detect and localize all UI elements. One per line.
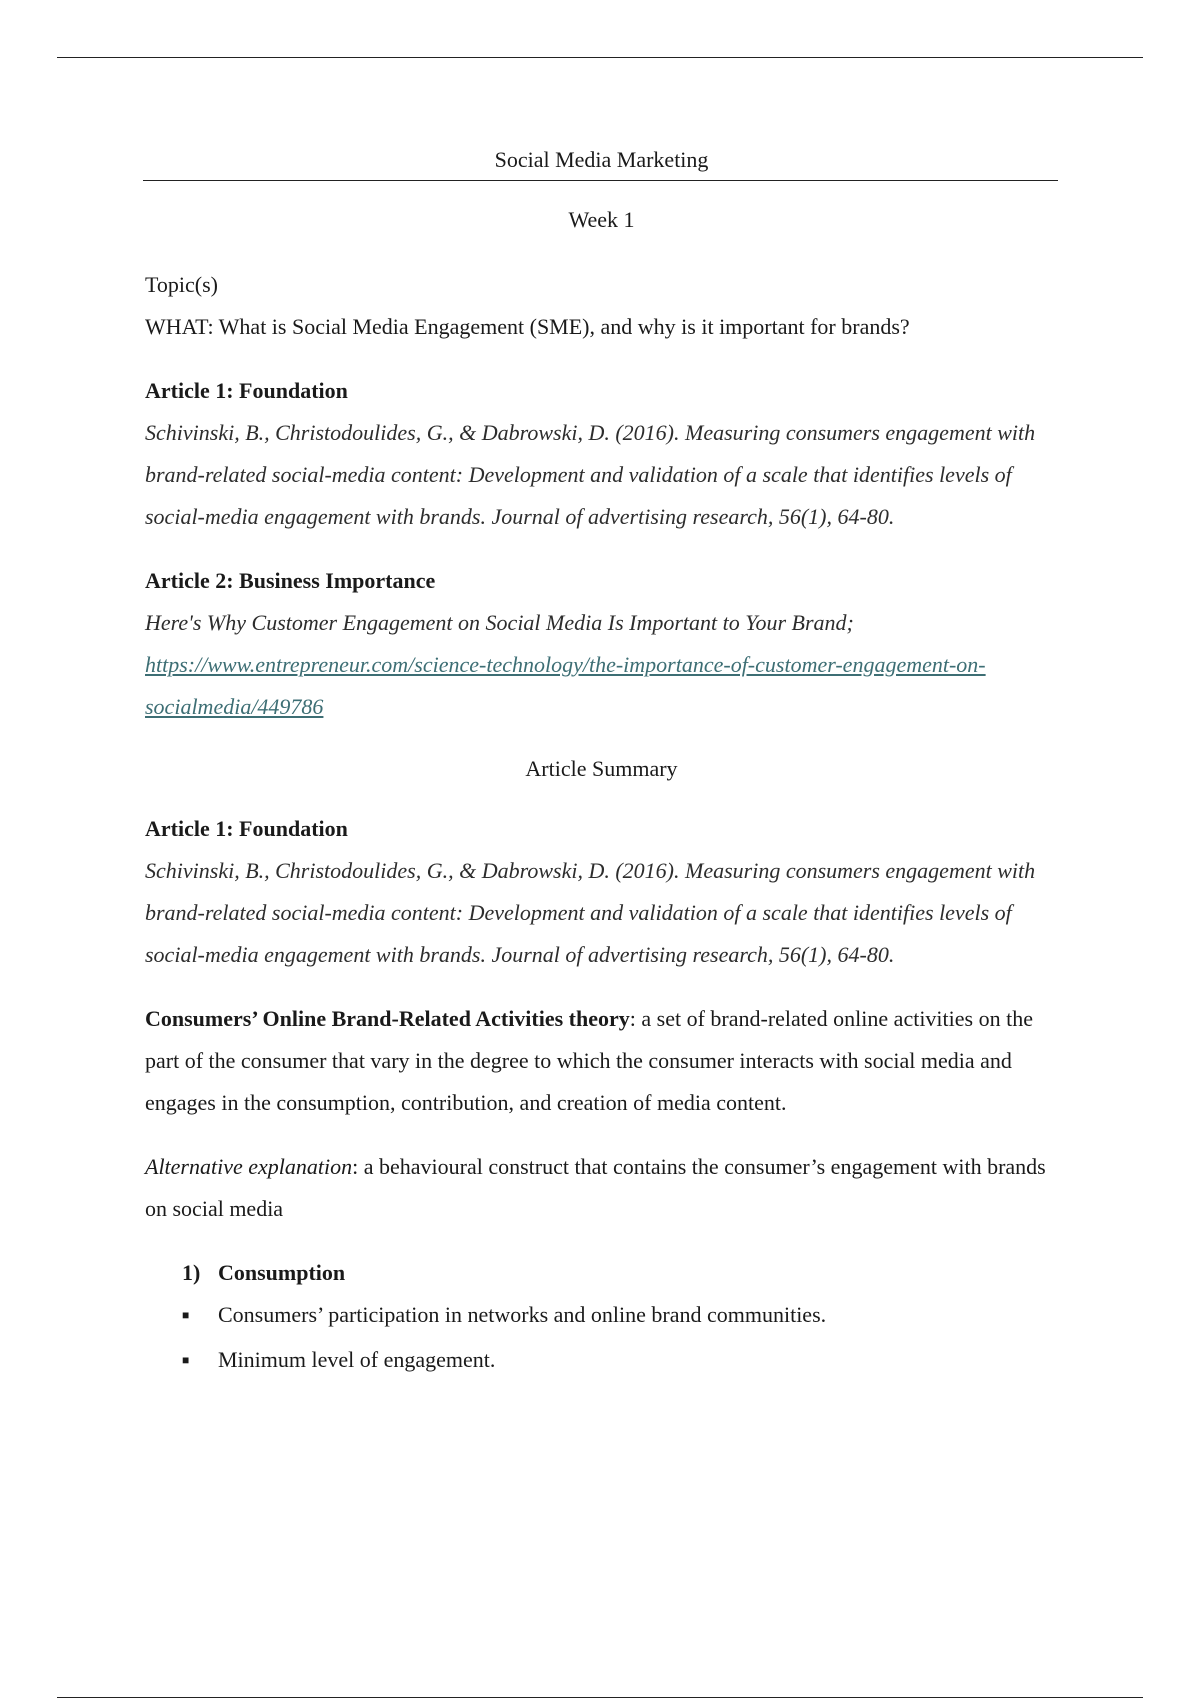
alternative-term: Alternative explanation [145, 1154, 353, 1179]
summary-article1-heading: Article 1: Foundation [145, 816, 348, 841]
alternative-paragraph [145, 1146, 1058, 1230]
list-heading [182, 1252, 1058, 1294]
topics-label: Topic(s) [145, 272, 218, 297]
theory-term: Consumers’ Online Brand-Related Activities theory [145, 1006, 630, 1031]
article2-heading: Article 2: Business Importance [145, 568, 436, 593]
list-number: 1) [182, 1260, 201, 1285]
list-heading-text: Consumption [218, 1260, 346, 1285]
list-item-text: Minimum level of engagement. [218, 1347, 496, 1372]
theory-definition: : a set of brand-related online activities on the part of the consumer that vary in the degree to which the consumer interacts with social media and engages in the consumption, contribution, and creation of media content. [145, 1006, 1033, 1115]
week-label: Week 1 [568, 207, 635, 232]
theory-paragraph [145, 998, 1058, 1124]
document-title: Social Media Marketing [494, 147, 709, 172]
list-item-text: Consumers’ participation in networks and online brand communities. [218, 1302, 827, 1327]
list-item [182, 1294, 1058, 1339]
article2-section [145, 560, 1058, 728]
summary-title: Article Summary [525, 756, 678, 781]
article1-heading: Article 1: Foundation [145, 378, 348, 403]
article1-section [145, 370, 1058, 538]
article2-link[interactable]: https://www.entrepreneur.com/science-technology/the-importance-of-customer-engagement-on-socialmedia/449786 [145, 652, 986, 719]
bullet-icon: ■ [182, 1308, 190, 1322]
alternative-definition: : a behavioural construct that contains the consumer’s engagement with brands on social media [145, 1154, 1046, 1221]
summary-article1-citation: Schivinski, B., Christodoulides, G., & Dabrowski, D. (2016). Measuring consumers engagement with brand-related social-media content: Development and validation of a scale that identifies levels of social-media engagement with brands. Journal of advertising research, 56(1), 64-80. [145, 858, 1036, 967]
article1-citation: Schivinski, B., Christodoulides, G., & Dabrowski, D. (2016). Measuring consumers engagement with brand-related social-media content: Development and validation of a scale that identifies levels of social-media engagement with brands. Journal of advertising research, 56(1), 64-80. [145, 420, 1036, 529]
list-item [182, 1339, 1058, 1384]
page-bottom-rule [57, 1697, 1143, 1698]
page-top-rule [57, 57, 1143, 58]
document-body [145, 140, 1058, 1384]
consumption-list [145, 1252, 1058, 1384]
bullet-icon: ■ [182, 1353, 190, 1367]
article2-title: Here's Why Customer Engagement on Social Media Is Important to Your Brand; [145, 610, 854, 635]
title-divider [143, 180, 1058, 181]
topics-what: WHAT: What is Social Media Engagement (SME), and why is it important for brands? [145, 314, 910, 339]
summary-article1-section [145, 808, 1058, 976]
